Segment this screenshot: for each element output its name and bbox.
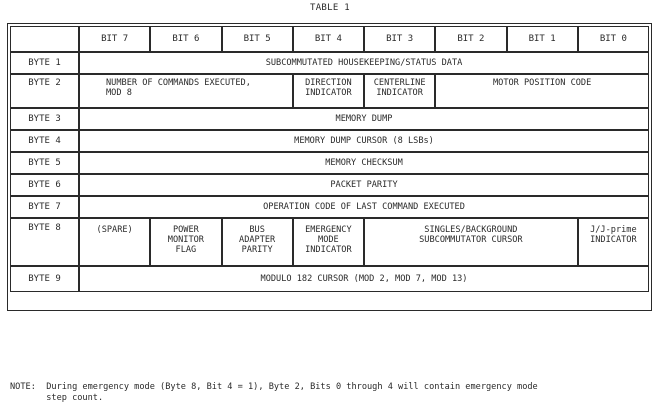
byte-5-field: MEMORY CHECKSUM <box>79 152 649 174</box>
bit-5-header: BIT 5 <box>222 26 293 52</box>
byte-6-label: BYTE 6 <box>10 174 79 196</box>
byte-8-bus-adapter-field: BUS ADAPTER PARITY <box>222 218 293 266</box>
byte-2-centerline-field: CENTERLINE INDICATOR <box>364 74 435 108</box>
byte-7-field: OPERATION CODE OF LAST COMMAND EXECUTED <box>79 196 649 218</box>
byte-3-field: MEMORY DUMP <box>79 108 649 130</box>
table-title: TABLE 1 <box>309 3 351 13</box>
byte-8-emergency-field: EMERGENCY MODE INDICATOR <box>293 218 364 266</box>
byte-1-field: SUBCOMMUTATED HOUSEKEEPING/STATUS DATA <box>79 52 649 74</box>
bit-0-header: BIT 0 <box>578 26 649 52</box>
bit-6-header: BIT 6 <box>150 26 221 52</box>
byte-6-field: PACKET PARITY <box>79 174 649 196</box>
byte-2-motor-field: MOTOR POSITION CODE <box>435 74 649 108</box>
byte-8-power-monitor-field: POWER MONITOR FLAG <box>150 218 221 266</box>
bit-2-header: BIT 2 <box>435 26 506 52</box>
byte-3-label: BYTE 3 <box>10 108 79 130</box>
bit-4-header: BIT 4 <box>293 26 364 52</box>
byte-8-subcommutator-field: SINGLES/BACKGROUND SUBCOMMUTATOR CURSOR <box>364 218 578 266</box>
byte-8-spare-field: (SPARE) <box>79 218 150 266</box>
byte-8-label: BYTE 8 <box>10 218 79 266</box>
bit-7-header: BIT 7 <box>79 26 150 52</box>
byte-5-label: BYTE 5 <box>10 152 79 174</box>
bit-3-header: BIT 3 <box>364 26 435 52</box>
byte-7-label: BYTE 7 <box>10 196 79 218</box>
bit-layout-table <box>10 26 649 308</box>
byte-4-field: MEMORY DUMP CURSOR (8 LSBs) <box>79 130 649 152</box>
byte-1-label: BYTE 1 <box>10 52 79 74</box>
byte-8-j-prime-field: J/J-prime INDICATOR <box>578 218 649 266</box>
byte-2-direction-field: DIRECTION INDICATOR <box>293 74 364 108</box>
byte-2-label: BYTE 2 <box>10 74 79 108</box>
byte-2-commands-field: NUMBER OF COMMANDS EXECUTED, MOD 8 <box>79 74 293 108</box>
byte-9-label: BYTE 9 <box>10 266 79 292</box>
byte-4-label: BYTE 4 <box>10 130 79 152</box>
table-note: NOTE: During emergency mode (Byte 8, Bit 4 = 1), Byte 2, Bits 0 through 4 will contain emergency mode step count. <box>10 382 538 403</box>
bit-1-header: BIT 1 <box>507 26 578 52</box>
byte-9-field: MODULO 182 CURSOR (MOD 2, MOD 7, MOD 13) <box>79 266 649 292</box>
header-corner-cell <box>10 26 79 52</box>
